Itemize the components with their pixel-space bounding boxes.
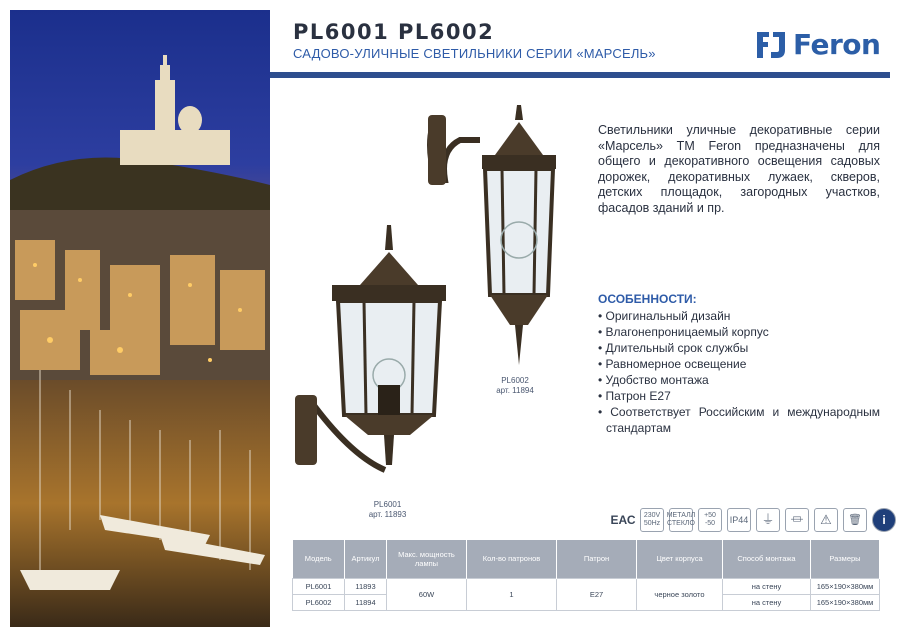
lamp-pl6001-model: PL6001 xyxy=(373,500,402,509)
col-mount: Способ монтажа xyxy=(723,540,811,578)
features-title: ОСОБЕННОСТИ: xyxy=(598,292,697,306)
cell-power: 60W xyxy=(387,578,467,610)
feature-item: • Оригинальный дизайн xyxy=(598,308,880,324)
cell-art: 11893 xyxy=(345,578,387,594)
lamp-pl6002-art: арт. 11894 xyxy=(496,386,534,395)
cell-size: 165×190×380мм xyxy=(811,594,880,610)
lamp-pl6001-image xyxy=(290,225,460,500)
marseille-night-photo xyxy=(10,10,270,627)
lamp-pl6001-art: арт. 11893 xyxy=(368,510,407,519)
feron-logo xyxy=(755,28,880,61)
ground-icon: ⏚ xyxy=(756,508,780,532)
col-socket: Патрон xyxy=(557,540,637,578)
feature-item: • Равномерное освещение xyxy=(598,356,880,372)
feature-item: • Влагонепроницаемый корпус xyxy=(598,324,880,340)
col-count: Кол-во патронов xyxy=(467,540,557,578)
features-list xyxy=(598,308,880,436)
info-icon: i xyxy=(872,508,896,532)
cell-art: 11894 xyxy=(345,594,387,610)
material-icon: МЕТАЛЛ СТЕКЛО xyxy=(669,508,693,532)
cell-color: черное золото xyxy=(637,578,723,610)
lamp-pl6002-model: PL6002 xyxy=(501,376,529,385)
page-title: PL6001 PL6002 xyxy=(293,20,495,44)
table-header-row xyxy=(293,540,880,578)
header-accent-bar xyxy=(270,72,890,78)
ip44-icon: IP44 xyxy=(727,508,751,532)
warning-icon: ⚠ xyxy=(814,508,838,532)
lamp-pl6001-caption xyxy=(360,500,415,520)
disposal-icon: 🗑 xyxy=(843,508,867,532)
cell-count: 1 xyxy=(467,578,557,610)
page-subtitle: САДОВО-УЛИЧНЫЕ СВЕТИЛЬНИКИ СЕРИИ «МАРСЕЛЬ» xyxy=(293,46,656,61)
cell-model: PL6002 xyxy=(293,594,345,610)
class-icon: ⏛ xyxy=(785,508,809,532)
col-power: Макс. мощность лампы xyxy=(387,540,467,578)
certification-icons xyxy=(611,508,896,532)
lamp-pl6002-caption xyxy=(490,376,540,396)
cell-model: PL6001 xyxy=(293,578,345,594)
cell-size: 165×190×380мм xyxy=(811,578,880,594)
col-color: Цвет корпуса xyxy=(637,540,723,578)
feron-logo-icon xyxy=(755,30,787,60)
col-art: Артикул xyxy=(345,540,387,578)
col-model: Модель xyxy=(293,540,345,578)
feature-item: • Соответствует Российским и международным стандартам xyxy=(598,404,880,436)
temperature-icon: +50 -50 xyxy=(698,508,722,532)
description-text: Светильники уличные декоративные серии «Марсель» ТМ Feron предназначены для общего и декоративного освещения садовых дорожек, декоративных лужаек, скверов, детских площадок, загородных участков, фасадов зданий и пр. xyxy=(598,123,880,215)
feature-item: • Длительный срок службы xyxy=(598,340,880,356)
eac-icon: ЕАС xyxy=(611,508,635,532)
cell-socket: E27 xyxy=(557,578,637,610)
logo-text: Feron xyxy=(793,28,881,61)
voltage-icon: 230V 50Hz xyxy=(640,508,664,532)
col-size: Размеры xyxy=(811,540,880,578)
feature-item: • Патрон E27 xyxy=(598,388,880,404)
cell-mount: на стену xyxy=(723,578,811,594)
cell-mount: на стену xyxy=(723,594,811,610)
table-row xyxy=(293,578,880,594)
spec-table xyxy=(292,540,880,611)
feature-item: • Удобство монтажа xyxy=(598,372,880,388)
